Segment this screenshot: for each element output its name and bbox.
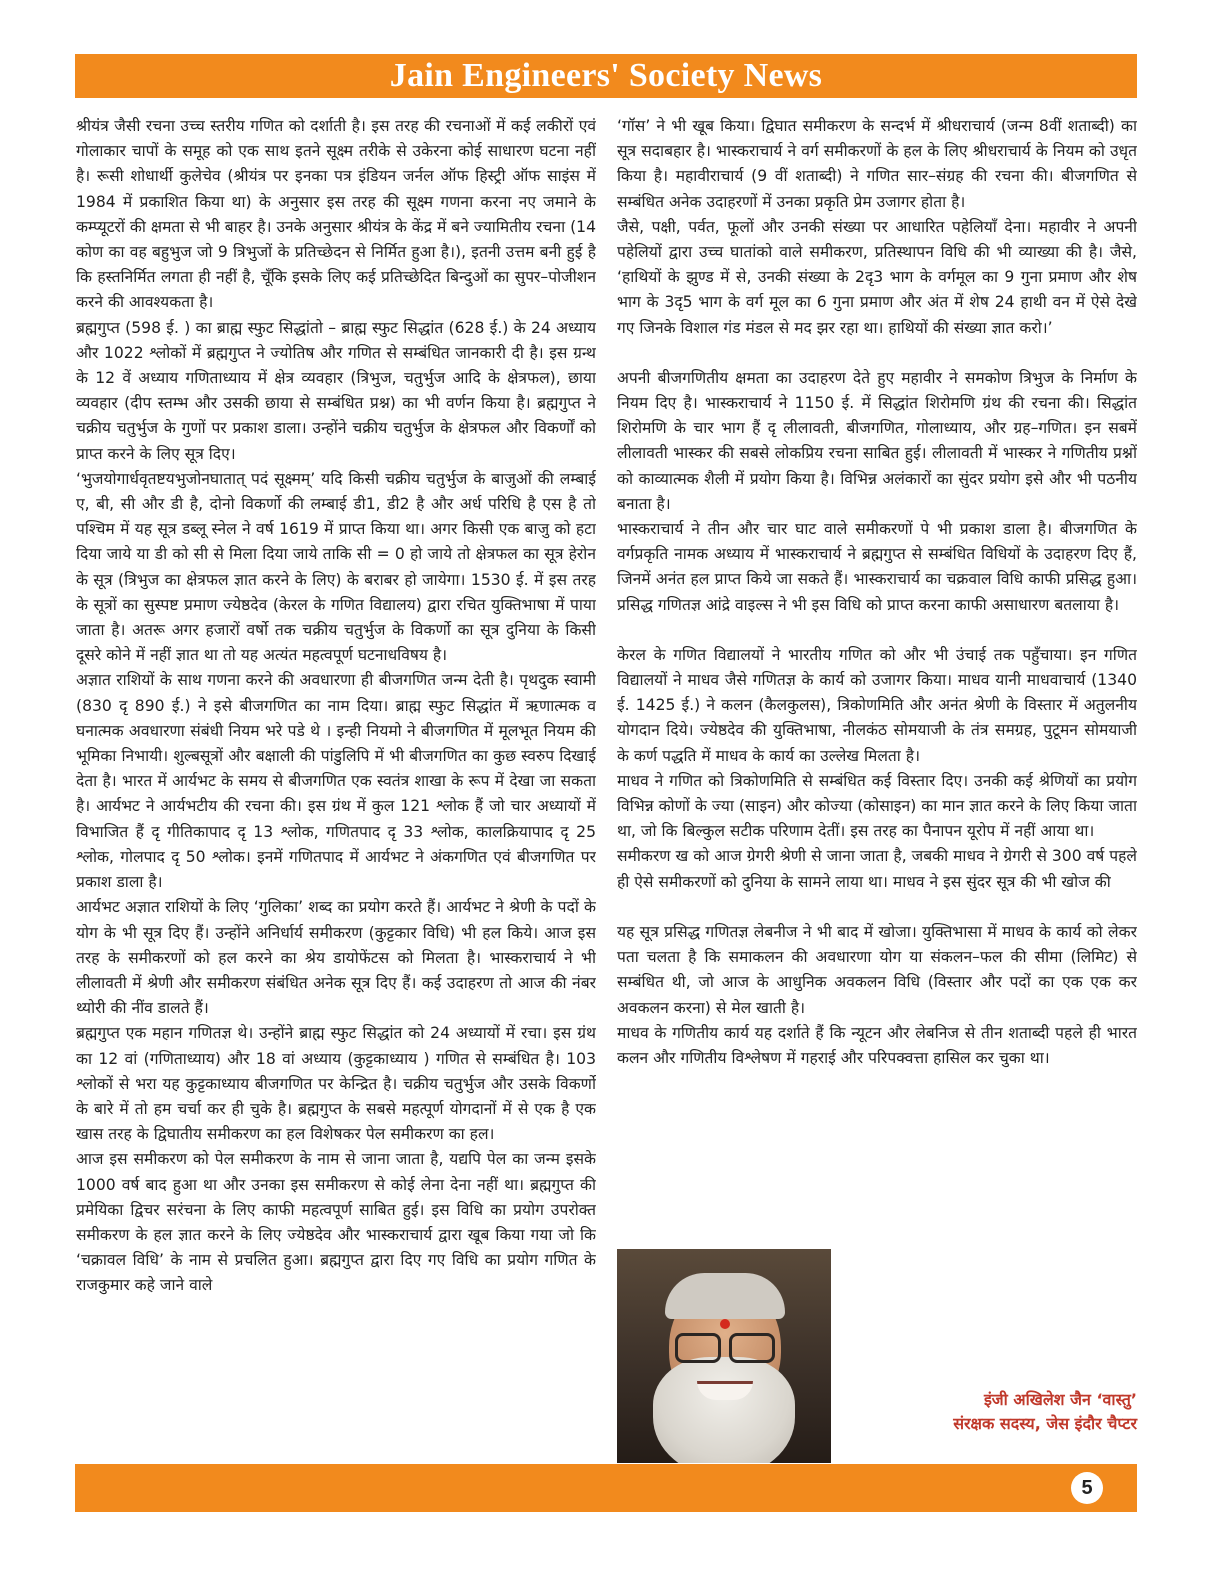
paragraph: भास्कराचार्य ने तीन और चार घाट वाले समीकरणों पे भी प्रकाश डाला है। बीजगणित के वर्गप्रकृति नामक अध्याय में भास्कराचार्य ने ब्रह्मगुप्त से सम्बंधित विधियों के उदाहरण दिए हैं, जिनमें अनंत हल प्राप्त किये जा सकते हैं। भास्कराचार्य का चक्रवाल विधि काफी प्रसिद्ध हुआ। प्रसिद्ध गणितज्ञ आंद्रे वाइल्स ने भी इस विधि को प्राप्त करना काफी असाधारण बतलाया है। [617, 520, 1137, 614]
paragraph: यह सूत्र प्रसिद्ध गणितज्ञ लेबनीज ने भी बाद में खोजा। युक्तिभासा में माधव के कार्य को लेकर पता चलता है कि समाकलन की अवधारणा योग या संकलन–फल की सीमा (लिमिट) से सम्बंधित थी, जो आज के आधुनिक अवकलन विधि (विस्तार और पदों का एक एक कर अवकलन करना) से मेल खाती है। [617, 922, 1137, 1017]
paragraph: माधव के गणितीय कार्य यह दर्शाते हैं कि न्यूटन और लेबनिज से तीन शताब्दी पहले ही भारत कलन और गणितीय विश्लेषण में गहराई और परिपक्वत्ता हासिल कर चुका था। [617, 1023, 1137, 1067]
paragraph: ‘भुजयोगार्धवृतष्टयभुजोनघातात् पदं सूक्ष्मम्’ यदि किसी चक्रीय चतुर्भुज के बाजुओं की लम्बाई ए, बी, सी और डी है, दोनो विकर्णो की लम्बाई डी1, डी2 है और अर्ध परिधि है एस है तो पश्चिम में यह सूत्र डब्लू स्नेल ने वर्ष 1619 में प्राप्त किया था। अगर किसी एक बाजु को हटा दिया जाये या डी को सी से मिला दिया जाये ताकि सी = 0 हो जाये तो क्षेत्रफल का सूत्र हेरोन के सूत्र (त्रिभुज का क्षेत्रफल ज्ञात करने के लिए) के बराबर हो जायेगा। 1530 ई. में इस तरह के सूत्रों का सुस्पष्ट प्रमाण ज्येष्ठदेव (केरल के गणित विद्यालय) द्वारा रचित युक्तिभाषा में पाया जाता है। अतरू अगर हजारों वर्षो तक चक्रीय चतुर्भुज के विकर्णो का सूत्र दुनिया के किसी दूसरे कोने में नहीं ज्ञात था तो यह अत्यंत महत्वपूर्ण घटनाधविषय है। [76, 469, 596, 665]
paragraph: माधव ने गणित को त्रिकोणमिति से सम्बंधित कई विस्तार दिए। उनकी कई श्रेणियों का प्रयोग विभिन्न कोणों के ज्या (साइन) और कोज्या (कोसाइन) का मान ज्ञात करने के लिए किया जाता था, जो कि बिल्कुल सटीक परिणाम देतीं। इस तरह का पैनापन यूरोप में नहीं आया था। [617, 771, 1137, 841]
spacer [617, 895, 1137, 920]
article-column-left [76, 114, 596, 1444]
author-caption [845, 1388, 1137, 1436]
tilak-mark [720, 1319, 730, 1329]
paragraph: ‘गॉस’ ने भी खूब किया। द्विघात समीकरण के सन्दर्भ में श्रीधराचार्य (जन्म 8वीं शताब्दी) का सूत्र सदाबहार है। भास्कराचार्य ने वर्ग समीकरणों के हल के लिए श्रीधराचार्य के नियम को उधृत किया है। महावीराचार्य (9 वीं शताब्दी) ने गणित सार–संग्रह की रचना की। बीजगणित से सम्बंधित अनेक उदाहरणों में उनका प्रकृति प्रेम उजागर होता है। [617, 117, 1137, 211]
footer-bar [75, 1464, 1137, 1512]
paragraph: अज्ञात राशियों के साथ गणना करने की अवधारणा ही बीजगणित जन्म देती है। पृथदुक स्वामी (830 दृ 890 ई.) ने इसे बीजगणित का नाम दिया। ब्राह्म स्फुट सिद्धांत में ऋणात्मक व घनात्मक अवधारणा संबंधी नियम भरे पडे थे । इन्ही नियमो ने बीजगणित में मूलभूत नियम की भूमिका निभायी। शुल्बसूत्रों और बक्षाली की पांडुलिपि में भी बीजगणित का कुछ स्वरुप दिखाई देता है। भारत में आर्यभट के समय से बीजगणित एक स्वतंत्र शाखा के रूप में देखा जा सकता है। आर्यभट ने आर्यभटीय की रचना की। इस ग्रंथ में कुल 121 श्लोक हैं जो चार अध्यायों में विभाजित हैं दृ गीतिकापाद दृ 13 श्लोक, गणितपाद दृ 33 श्लोक, कालक्रियापाद दृ 25 श्लोक, गोलपाद दृ 50 श्लोक। इनमें गणितपाद में आर्यभट ने अंकगणित एवं बीजगणित पर प्रकाश डाला है। [76, 671, 596, 892]
paragraph: आज इस समीकरण को पेल समीकरण के नाम से जाना जाता है, यद्यपि पेल का जन्म इसके 1000 वर्ष बाद हुआ था और उनका इस समीकरण से कोई लेना देना नहीं था। ब्रह्मगुप्त की प्रमेयिका द्विचर सरंचना के लिए काफी महत्वपूर्ण साबित हुई। इस विधि का प्रयोग उपरोक्त समीकरण के हल ज्ञात करने के लिए ज्येष्ठदेव और भास्कराचार्य द्वारा खूब किया गया जो कि ‘चक्रावल विधि’ के नाम से प्रचलित हुआ। ब्रह्मगुप्त द्वारा दिए गए विधि का प्रयोग गणित के राजकुमार कहे जाने वाले [76, 1150, 596, 1295]
newsletter-header [75, 54, 1137, 98]
paragraph: ब्रह्मगुप्त (598 ई. ) का ब्राह्म स्फुट सिद्धांतो – ब्राह्म स्फुट सिद्धांत (628 ई.) के 24 अध्याय और 1022 श्लोकों में ब्रह्मगुप्त ने ज्योतिष और गणित से सम्बंधित जानकारी दी है। इस ग्रन्थ के 12 वें अध्याय गणिताध्याय में क्षेत्र व्यवहार (त्रिभुज, चतुर्भुज आदि के क्षेत्रफल), छाया व्यवहार (दीप स्तम्भ और उसकी छाया से सम्बंधित प्रश्न) का भी वर्णन किया है। ब्रह्मगुप्त ने चक्रीय चतुर्भुज के गुणों पर प्रकाश डाला। उन्होंने चक्रीय चतुर्भुज के क्षेत्रफल और विकर्णों को प्राप्त करने के लिए सूत्र दिए। [76, 318, 596, 463]
author-name: इंजी अखिलेश जैन ‘वास्तु’ [983, 1390, 1137, 1409]
paragraph: जैसे, पक्षी, पर्वत, फूलों और उनकी संख्या पर आधारित पहेलियाँ देना। महावीर ने अपनी पहेलियों द्वारा उच्च घातांको वाले समीकरण, प्रतिस्थापन विधि की भी व्याख्या की है। जैसे, ‘हाथियों के झुण्ड में से, उनकी संख्या के 2दृ3 भाग के वर्गमूल का 9 गुना प्रमाण और शेष भाग के 3दृ5 भाग के वर्ग मूल का 6 गुना प्रमाण और अंत में शेष 24 हाथी वन में ऐसे देखे गए जिनके विशाल गंड मंडल से मद झर रहा था। हाथियों की संख्या ज्ञात करो।’ [617, 217, 1137, 337]
author-photo [617, 1249, 831, 1463]
paragraph: श्रीयंत्र जैसी रचना उच्च स्तरीय गणित को दर्शाती है। इस तरह की रचनाओं में कई लकीरों एवं गोलाकार चापों के समूह को एक साथ इतने सूक्ष्म तरीके से उकेरना कोई साधारण घटना नहीं है। रूसी शोधार्थी कुलेचेव (श्रीयंत्र पर इनका पत्र इंडियन जर्नल ऑफ हिस्ट्री ऑफ साइंस में 1984 में प्रकाशित किया था) के अनुसार इस तरह की सूक्ष्म गणना करना नए जमाने के कम्प्यूटरों की क्षमता से भी बाहर है। उनके अनुसार श्रीयंत्र के केंद्र में बने ज्यामितीय रचना (14 कोण का वह बहुभुज जो 9 त्रिभुजों के प्रतिच्छेदन से निर्मित हुआ है।), इतनी उत्तम बनी हुई है कि हस्तनिर्मित लगता ही नहीं है, चूँकि इसके लिए कई प्रतिच्छेदित बिन्दुओं का सुपर–पोजीशन करने की आवश्यकता है। [76, 117, 596, 312]
author-hair [665, 1273, 785, 1319]
article-column-right [617, 114, 1137, 1234]
glasses-icon [675, 1333, 775, 1359]
paragraph: आर्यभट अज्ञात राशियों के लिए ‘गुलिका’ शब्द का प्रयोग करते हैं। आर्यभट ने श्रेणी के पदों के योग के भी सूत्र दिए हैं। उन्होंने अनिर्धार्य समीकरण (कुट्टकार विधि) भी हल किये। आज इस तरह के समीकरणों को हल करने का श्रेय डायोफेंटस को मिलता है। भास्कराचार्य ने भी लीलावती में श्रेणी और समीकरण संबंधित अनेक सूत्र दिए हैं। कई उदाहरण तो आज की नंबर थ्योरी की नींव डालते हैं। [76, 898, 596, 1018]
page-number: 5 [1071, 1472, 1103, 1504]
paragraph: ब्रह्मगुप्त एक महान गणितज्ञ थे। उन्होंने ब्राह्म स्फुट सिद्धांत को 24 अध्यायों में रचा। इस ग्रंथ का 12 वां (गणिताध्याय) और 18 वां अध्याय (कुट्टकाध्याय ) गणित से सम्बंधित है। 103 श्लोकों से भरा यह कुट्टकाध्याय बीजगणित पर केन्द्रित है। चक्रीय चतुर्भुज और उसके विकर्णो के बारे में तो हम चर्चा कर ही चुके है। ब्रह्मगुप्त के सबसे महत्पूर्ण योगदानों में से एक है एक खास तरह के द्विघातीय समीकरण का हल विशेषकर पेल समीकरण का हल। [76, 1024, 596, 1144]
spacer [617, 618, 1137, 643]
author-role: संरक्षक सदस्य, जेस इंदौर चैप्टर [953, 1414, 1137, 1433]
spacer [617, 341, 1137, 366]
paragraph: समीकरण ख को आज ग्रेगरी श्रेणी से जाना जाता है, जबकी माधव ने ग्रेगरी से 300 वर्ष पहले ही ऐसे समीकरणों को दुनिया के सामने लाया था। माधव ने इस सुंदर सूत्र की भी खोज की [617, 847, 1137, 891]
newsletter-title: Jain Engineers' Society News [389, 57, 823, 94]
author-beard [653, 1357, 795, 1463]
paragraph: केरल के गणित विद्यालयों ने भारतीय गणित को और भी उंचाई तक पहुँचाया। इन गणित विद्यालयों ने माधव जैसे गणितज्ञ के कार्य को उजागर किया। माधव यानी माधवाचार्य (1340 ई. 1425 ई.) ने कलन (कैलकुलस), त्रिकोणमिति और अनंत श्रेणी के विस्तार में अतुलनीय योगदान दिये। ज्येष्ठदेव की युक्तिभाषा, नीलकंठ सोमयाजी के तंत्र समग्रह, पुटूमन सोमयाजी के कर्ण पद्धति में माधव के कार्य का उल्लेख मिलता है। [617, 645, 1137, 765]
paragraph: अपनी बीजगणितीय क्षमता का उदाहरण देते हुए महावीर ने समकोण त्रिभुज के निर्माण के नियम दिए है। भास्कराचार्य ने 1150 ई. में सिद्धांत शिरोमणि ग्रंथ की रचना की। सिद्धांत शिरोमणि के चार भाग हैं दृ लीलावती, बीजगणित, गोलाध्याय, और ग्रह–गणित। इन सबमें लीलावती भास्कर की सबसे लोकप्रिय रचना साबित हुई। लीलावती में भास्कर ने गणितीय प्रश्नों को काव्यात्मक शैली में प्रयोग किया है। विभिन्न अलंकारों का सुंदर प्रयोग इसे और भी पठनीय बनाता है। [617, 368, 1137, 513]
